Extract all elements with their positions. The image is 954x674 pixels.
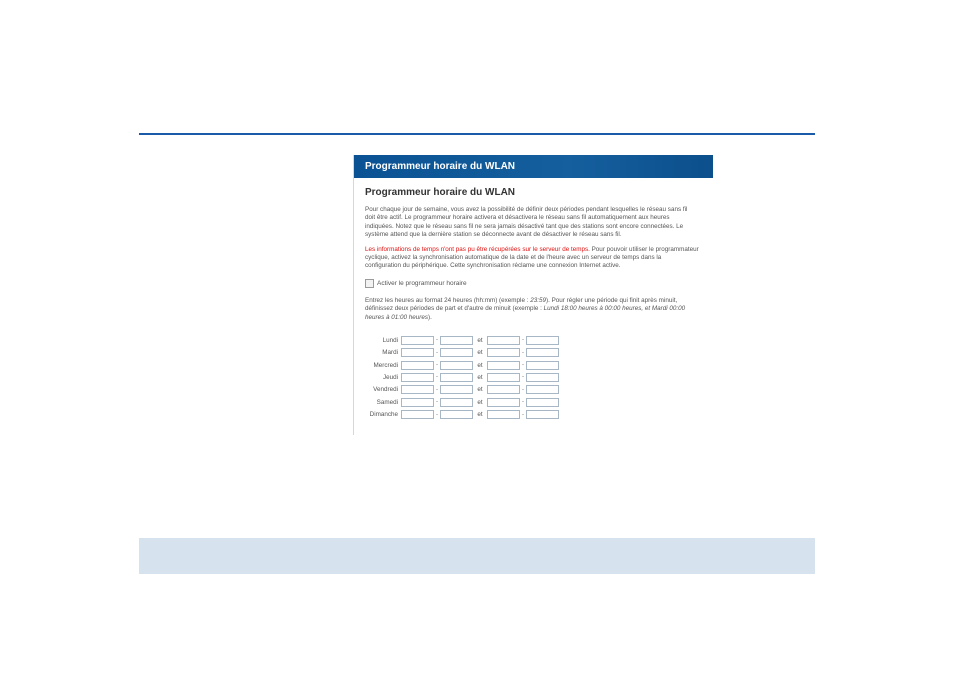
period2-end-input[interactable] — [526, 373, 559, 382]
et-label: et — [477, 373, 483, 381]
wlan-scheduler-panel — [353, 155, 713, 435]
schedule-row — [365, 408, 699, 420]
schedule-row — [365, 396, 699, 408]
period2-start-input[interactable] — [487, 373, 520, 382]
period1-start-input[interactable] — [401, 398, 434, 407]
dash: - — [522, 399, 524, 406]
schedule-row — [365, 346, 699, 358]
et-label: et — [477, 349, 483, 357]
dash: - — [436, 386, 438, 393]
period2-end-input[interactable] — [526, 398, 559, 407]
et-label: et — [477, 336, 483, 344]
day-label: Mardi — [382, 349, 398, 357]
day-label: Mercredi — [373, 361, 398, 369]
top-rule — [139, 133, 815, 135]
time-warning: Les informations de temps n'ont pas pu être récupérées sur le serveur de temps. — [365, 245, 590, 253]
period2-start-input[interactable] — [487, 336, 520, 345]
dash: - — [522, 374, 524, 381]
dash: - — [436, 399, 438, 406]
period2-start-input[interactable] — [487, 385, 520, 394]
period1-end-input[interactable] — [440, 348, 473, 357]
period1-start-input[interactable] — [401, 385, 434, 394]
period1-end-input[interactable] — [440, 410, 473, 419]
period1-start-input[interactable] — [401, 361, 434, 370]
period1-start-input[interactable] — [401, 373, 434, 382]
dash: - — [436, 411, 438, 418]
period2-end-input[interactable] — [526, 336, 559, 345]
period2-start-input[interactable] — [487, 361, 520, 370]
dash: - — [436, 337, 438, 344]
period2-end-input[interactable] — [526, 385, 559, 394]
et-label: et — [477, 398, 483, 406]
format-note-part: ). Pour régler une période qui finit après minuit, définissez deux périodes de part et d'autre de minuit (exemple : — [365, 296, 678, 313]
dash: - — [522, 362, 524, 369]
dash: - — [522, 386, 524, 393]
period2-end-input[interactable] — [526, 361, 559, 370]
period1-end-input[interactable] — [440, 385, 473, 394]
schedule-row — [365, 359, 699, 371]
et-label: et — [477, 386, 483, 394]
intro-text: Pour chaque jour de semaine, vous avez la possibilité de définir deux périodes pendant lesquelles le réseau sans fil doit être actif. Le programmeur horaire activera et désactivera le réseau sans fil automatiquement aux heures indiquées. Notez que le réseau sans fil ne sera jamais désactivé tant que des stations sont encore connectées. Le système attend que la dernière station se déconnecte avant de désactiver le réseau sans fil. — [365, 206, 688, 239]
schedule-row — [365, 384, 699, 396]
footer-band — [139, 538, 815, 574]
enable-scheduler-row[interactable] — [365, 279, 699, 288]
time-warning-followup: Pour pouvoir utiliser le programmateur cyclique, activez la synchronisation automatique de la date et de l'heure avec un serveur de temps dans la configuration du périphérique. Cette synchronisation réclame une connexion Internet active. — [365, 245, 699, 270]
panel-header: Programmeur horaire du WLAN — [354, 155, 713, 178]
period2-start-input[interactable] — [487, 398, 520, 407]
day-label: Jeudi — [382, 373, 398, 381]
period1-end-input[interactable] — [440, 361, 473, 370]
dash: - — [436, 362, 438, 369]
dash: - — [522, 337, 524, 344]
format-example-long: Lundi 18:00 heures à 00:00 heures, et Mardi 00:00 heures à 01:00 heures — [365, 305, 686, 321]
schedule-row — [365, 371, 699, 383]
period1-end-input[interactable] — [440, 336, 473, 345]
period1-end-input[interactable] — [440, 398, 473, 407]
panel-content — [354, 187, 713, 421]
enable-scheduler-checkbox[interactable] — [365, 279, 374, 288]
period2-end-input[interactable] — [526, 410, 559, 419]
enable-scheduler-label[interactable]: Activer le programmeur horaire — [377, 279, 467, 287]
day-label: Vendredi — [373, 386, 398, 394]
time-warning-paragraph — [365, 246, 699, 271]
schedule-row — [365, 334, 699, 346]
time-format-note — [365, 297, 699, 322]
period2-start-input[interactable] — [487, 410, 520, 419]
section-title: Programmeur horaire du WLAN — [365, 187, 516, 198]
et-label: et — [477, 361, 483, 369]
day-label: Lundi — [382, 336, 398, 344]
period2-end-input[interactable] — [526, 348, 559, 357]
format-note-part: Entrez les heures au format 24 heures (hh:mm) (exemple : — [365, 296, 531, 304]
dash: - — [436, 374, 438, 381]
period1-end-input[interactable] — [440, 373, 473, 382]
format-example: 23:59 — [530, 296, 546, 304]
schedule-table — [365, 334, 699, 421]
period1-start-input[interactable] — [401, 336, 434, 345]
format-note-part: ). — [428, 313, 432, 321]
period1-start-input[interactable] — [401, 410, 434, 419]
dash: - — [522, 349, 524, 356]
period1-start-input[interactable] — [401, 348, 434, 357]
day-label: Samedi — [376, 398, 398, 406]
et-label: et — [477, 411, 483, 419]
dash: - — [522, 411, 524, 418]
period2-start-input[interactable] — [487, 348, 520, 357]
dash: - — [436, 349, 438, 356]
day-label: Dimanche — [369, 411, 398, 419]
